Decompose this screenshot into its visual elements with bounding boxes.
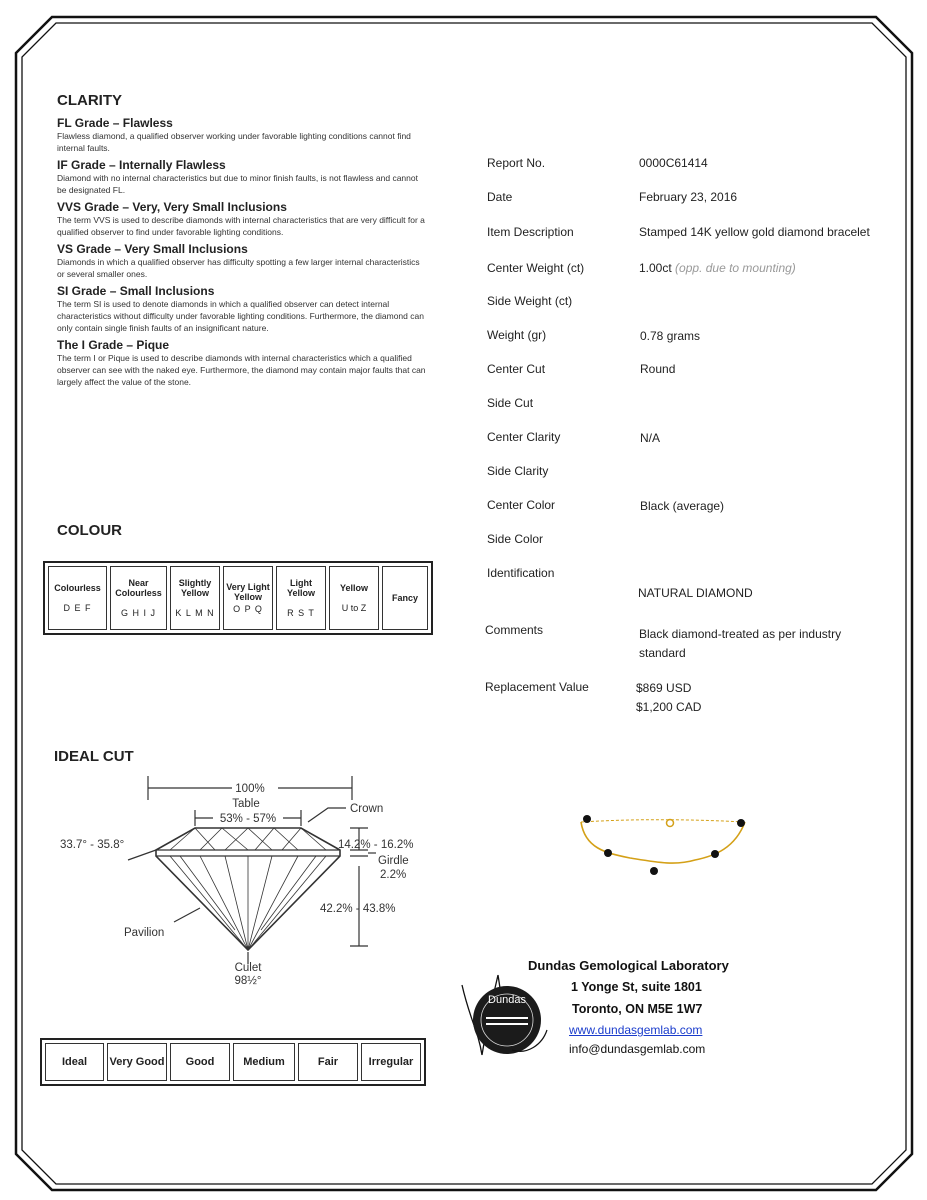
grade-title: VVS Grade – Very, Very Small Inclusions xyxy=(57,200,287,214)
colour-heading: COLOUR xyxy=(57,522,122,539)
report-value: 0000C61414 xyxy=(639,156,708,170)
colour-name: Yellow xyxy=(339,583,368,593)
culet-angle-label: 98½° xyxy=(234,975,262,987)
colour-cell-very-light-yellow xyxy=(223,566,273,630)
report-label: Side Weight (ct) xyxy=(487,294,573,308)
report-value: Round xyxy=(640,362,676,376)
girdle-value-label: 2.2% xyxy=(380,869,407,881)
clarity-grade-if xyxy=(57,158,427,196)
grade-desc: The term VVS is used to describe diamonds with internal characteristics that are very difficult for a qualified observer to find under favorable lighting conditions. xyxy=(57,215,425,237)
colour-letters: O P Q xyxy=(233,604,263,614)
clarity-grades xyxy=(57,112,427,388)
report-label: Center Weight (ct) xyxy=(487,261,585,275)
clarity-heading: CLARITY xyxy=(57,92,122,109)
report-label: Center Clarity xyxy=(487,430,561,444)
crown-height-label: 14.2% - 16.2% xyxy=(338,839,414,851)
cut-grade-fair: Fair xyxy=(298,1043,358,1081)
report-label: Item Description xyxy=(487,225,574,239)
seal-text: Dundas xyxy=(488,994,526,1006)
grade-desc: Flawless diamond, a qualified observer working under favorable lighting conditions cannot find internal faults. xyxy=(57,131,411,153)
grade-desc: The term I or Pique is used to describe diamonds with internal characteristics which a qualified observer can see with the naked eye. Furthermore, the diamond may contain major faults that can largely affect the value of the stone. xyxy=(57,353,426,387)
grade-desc: Diamonds in which a qualified observer has difficulty spotting a few larger internal characteristics or several smaller ones. xyxy=(57,257,420,279)
lab-name: Dundas Gemological Laboratory xyxy=(528,958,729,973)
colour-cell-slightly-yellow xyxy=(170,566,220,630)
center-weight-note: (opp. due to mounting) xyxy=(675,261,796,275)
report-label: Replacement Value xyxy=(485,680,589,694)
report-value: NATURAL DIAMOND xyxy=(638,586,753,600)
colour-name: Fancy xyxy=(391,593,418,603)
grade-title: VS Grade – Very Small Inclusions xyxy=(57,242,248,256)
diamond-stone xyxy=(604,849,612,857)
grade-desc: The term SI is used to denote diamonds in which a qualified observer can detect internal characteristics without difficulty under favorable lighting conditions. Furthermore, the diamond can only contain single finish faults of an insignificant nature. xyxy=(57,299,424,333)
colour-letters: K L M N xyxy=(175,608,215,618)
pavilion-label: Pavilion xyxy=(124,927,165,939)
colour-name: Colourless xyxy=(54,583,101,593)
colour-name: Light Yellow xyxy=(286,578,315,598)
table-range-label: 53% - 57% xyxy=(219,813,277,825)
grade-title: IF Grade – Internally Flawless xyxy=(57,158,226,172)
colour-cell-colourless xyxy=(48,566,107,630)
report-value: February 23, 2016 xyxy=(639,190,738,204)
bracelet-image xyxy=(575,808,760,888)
cut-grade-ideal: Ideal xyxy=(45,1043,104,1081)
colour-cell-near-colourless xyxy=(110,566,167,630)
cut-grade-irregular: Irregular xyxy=(361,1043,421,1081)
grade-title: SI Grade – Small Inclusions xyxy=(57,284,215,298)
report-value: Black diamond-treated as per industry standard xyxy=(639,627,842,660)
colour-scale xyxy=(43,561,433,635)
cut-grade-scale xyxy=(40,1038,426,1086)
clarity-grade-fl xyxy=(57,116,427,154)
grade-title: FL Grade – Flawless xyxy=(57,116,173,130)
report-label: Identification xyxy=(487,566,555,580)
report-label: Comments xyxy=(485,623,544,637)
diamond-stone xyxy=(650,867,658,875)
report-value: $869 USD xyxy=(636,681,692,695)
culet-label: Culet xyxy=(234,962,262,974)
report-label: Report No. xyxy=(487,156,546,170)
ideal-cut-heading: IDEAL CUT xyxy=(54,748,134,765)
colour-letters: G H I J xyxy=(120,608,156,618)
colour-cell-fancy xyxy=(382,566,428,630)
colour-letters: R S T xyxy=(287,608,315,618)
colour-cell-light-yellow xyxy=(276,566,326,630)
report-label: Center Color xyxy=(487,498,556,512)
girdle-label: Girdle xyxy=(378,855,409,867)
report-label: Weight (gr) xyxy=(487,328,547,342)
lab-address-line2: Toronto, ON M5E 1W7 xyxy=(572,1002,703,1016)
lab-website-link[interactable]: www.dundasgemlab.com xyxy=(569,1023,703,1037)
cut-grade-good: Good xyxy=(170,1043,230,1081)
report-label: Side Color xyxy=(487,532,544,546)
colour-cell-yellow xyxy=(329,566,379,630)
center-weight-value: 1.00ct xyxy=(639,261,672,275)
lab-seal xyxy=(452,960,557,1070)
cut-grade-very-good: Very Good xyxy=(107,1043,167,1081)
diamond-stone xyxy=(711,850,719,858)
lab-address-line1: 1 Yonge St, suite 1801 xyxy=(571,980,702,994)
crown-label: Crown xyxy=(350,803,384,815)
grade-desc: Diamond with no internal characteristics but due to minor finish faults, is not flawless and cannot be designated FL. xyxy=(57,173,418,195)
total-width-label: 100% xyxy=(235,783,265,795)
clasp xyxy=(667,820,674,827)
diamond-stone xyxy=(583,815,591,823)
report-label: Date xyxy=(487,190,513,204)
colour-name: Very Light Yellow xyxy=(226,582,270,602)
colour-name: Near Colourless xyxy=(115,578,162,598)
pavilion-depth-label: 42.2% - 43.8% xyxy=(320,903,396,915)
report-label: Side Cut xyxy=(487,396,534,410)
clarity-grade-vvs xyxy=(57,200,427,238)
table-label: Table xyxy=(232,798,260,810)
diamond-stone xyxy=(737,819,745,827)
colour-name: Slightly Yellow xyxy=(178,578,212,598)
grade-title: The I Grade – Pique xyxy=(57,338,170,352)
report-value: 0.78 grams xyxy=(640,329,701,343)
report-value xyxy=(639,261,796,275)
cut-grade-medium: Medium xyxy=(233,1043,295,1081)
lab-email: info@dundasgemlab.com xyxy=(569,1042,706,1056)
clarity-grade-si xyxy=(57,284,427,334)
colour-letters: U to Z xyxy=(341,603,367,613)
report-value: N/A xyxy=(640,431,661,445)
clarity-grade-vs xyxy=(57,242,427,280)
colour-letters: D E F xyxy=(63,603,92,613)
diamond-proportion-diagram xyxy=(50,770,450,990)
report-label: Center Cut xyxy=(487,362,546,376)
report-value: Black (average) xyxy=(640,499,725,513)
clarity-grade-i xyxy=(57,338,427,388)
report-value-secondary: $1,200 CAD xyxy=(636,700,702,714)
crown-angle-label: 33.7° - 35.8° xyxy=(60,839,125,851)
report-value: Stamped 14K yellow gold diamond bracelet xyxy=(639,225,870,239)
report-label: Side Clarity xyxy=(487,464,549,478)
